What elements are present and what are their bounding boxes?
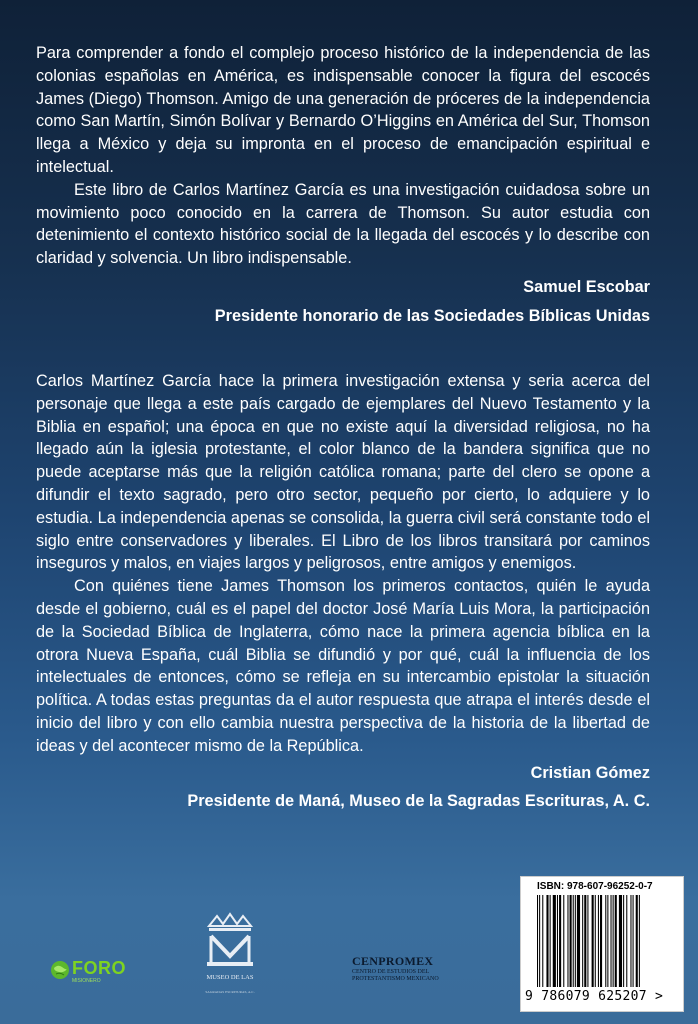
blurb1-paragraph-2: Este libro de Carlos Martínez García es una investigación cuidadosa sobre un movimiento poco conocido en la carrera de Thomson. Su autor estudia con detenimiento el contexto histórico social de la llegada del escocés y lo describe con claridad y solvencia. Un libro indispensable. <box>36 180 650 268</box>
isbn-digits: 9 786079 625207 > <box>525 989 664 1004</box>
blurb1-paragraph-1: Para comprender a fondo el complejo proceso histórico de la independencia de las colonias españolas en América, es indispensable conocer la figura del escocés James (Diego) Thomson. Amigo de una generación de próceres de la independencia como San Martín, Simón Bolívar y Bernardo O’Higgins en América del Sur, Thomson llega a México y deja su impronta en el proceso de emancipación espiritual e intelectual. <box>36 44 650 176</box>
foro-name: FORO <box>72 958 126 978</box>
museo-logo <box>195 912 265 1016</box>
blurb2-role: Presidente de Maná, Museo de la Sagradas Escrituras, A. C. <box>187 792 650 811</box>
blurb1-role: Presidente honorario de las Sociedades Bíblicas Unidas <box>214 306 650 325</box>
cenpromex-name: CENPROMEX <box>352 954 434 968</box>
globe-icon <box>50 960 70 980</box>
endorsement-escobar <box>36 42 650 328</box>
museo-name: MUSEO DE LAS <box>206 974 254 981</box>
museo-subtitle: SAGRADAS ESCRITURAS, A.C. <box>205 990 255 994</box>
endorsement-gomez <box>36 370 650 813</box>
cenpromex-subtitle-line-1: CENTRO DE ESTUDIOS DEL <box>352 969 430 975</box>
museo-crown-icon <box>195 912 265 972</box>
barcode-bars <box>535 895 675 987</box>
isbn-label: ISBN: 978-607-96252-0-7 <box>537 881 653 892</box>
blurb2-paragraph-2: Con quiénes tiene James Thomson los primeros contactos, quién le ayuda desde el gobierno, cuál es el papel del doctor José María Luis Mora, la participación de la Sociedad Bíblica de Inglaterra, cómo nace la primera agencia bíblica en la otrora Nueva España, cuál Biblia se difundió y por qué, cuál la influencia de los intelectuales de entonces, cómo se refleja en su intercambio epistolar la situación política. A todas estas preguntas da el autor respuesta que atrapa el interés desde el inicio del libro y con ello cambia nuestra perspectiva de la historia de la libertad de ideas y del acontecer mismo de la República. <box>36 577 650 755</box>
foro-logo <box>50 956 130 996</box>
foro-subtitle: MISIONERO <box>72 978 101 984</box>
blurb2-author: Cristian Gómez <box>530 763 650 782</box>
isbn-barcode <box>520 876 684 1012</box>
blurb1-author: Samuel Escobar <box>523 277 650 296</box>
cenpromex-logo <box>352 954 462 994</box>
cenpromex-subtitle-line-2: PROTESTANTISMO MEXICANO <box>352 976 439 982</box>
blurb2-paragraph-1: Carlos Martínez García hace la primera investigación extensa y seria acerca del personaje que llega a este país cargado de ejemplares del Nuevo Testamento y la Biblia en español; una época en que no existe aquí la diversidad religiosa, no ha llegado aún la iglesia protestante, el color blanco de la bandera significa que no puede aceptarse más que la religión católica romana; parte del clero se opone a difundir el texto sagrado, pero otro sector, pequeño por cierto, lo adquiere y lo estudia. La independencia apenas se consolida, la guerra civil será constante todo el siglo entre conservadores y liberales. El Libro de los libros transitará por caminos inseguros y malos, en viajes largos y peligrosos, entre amigos y enemigos. <box>36 372 650 573</box>
cenpromex-subtitle <box>352 969 462 983</box>
